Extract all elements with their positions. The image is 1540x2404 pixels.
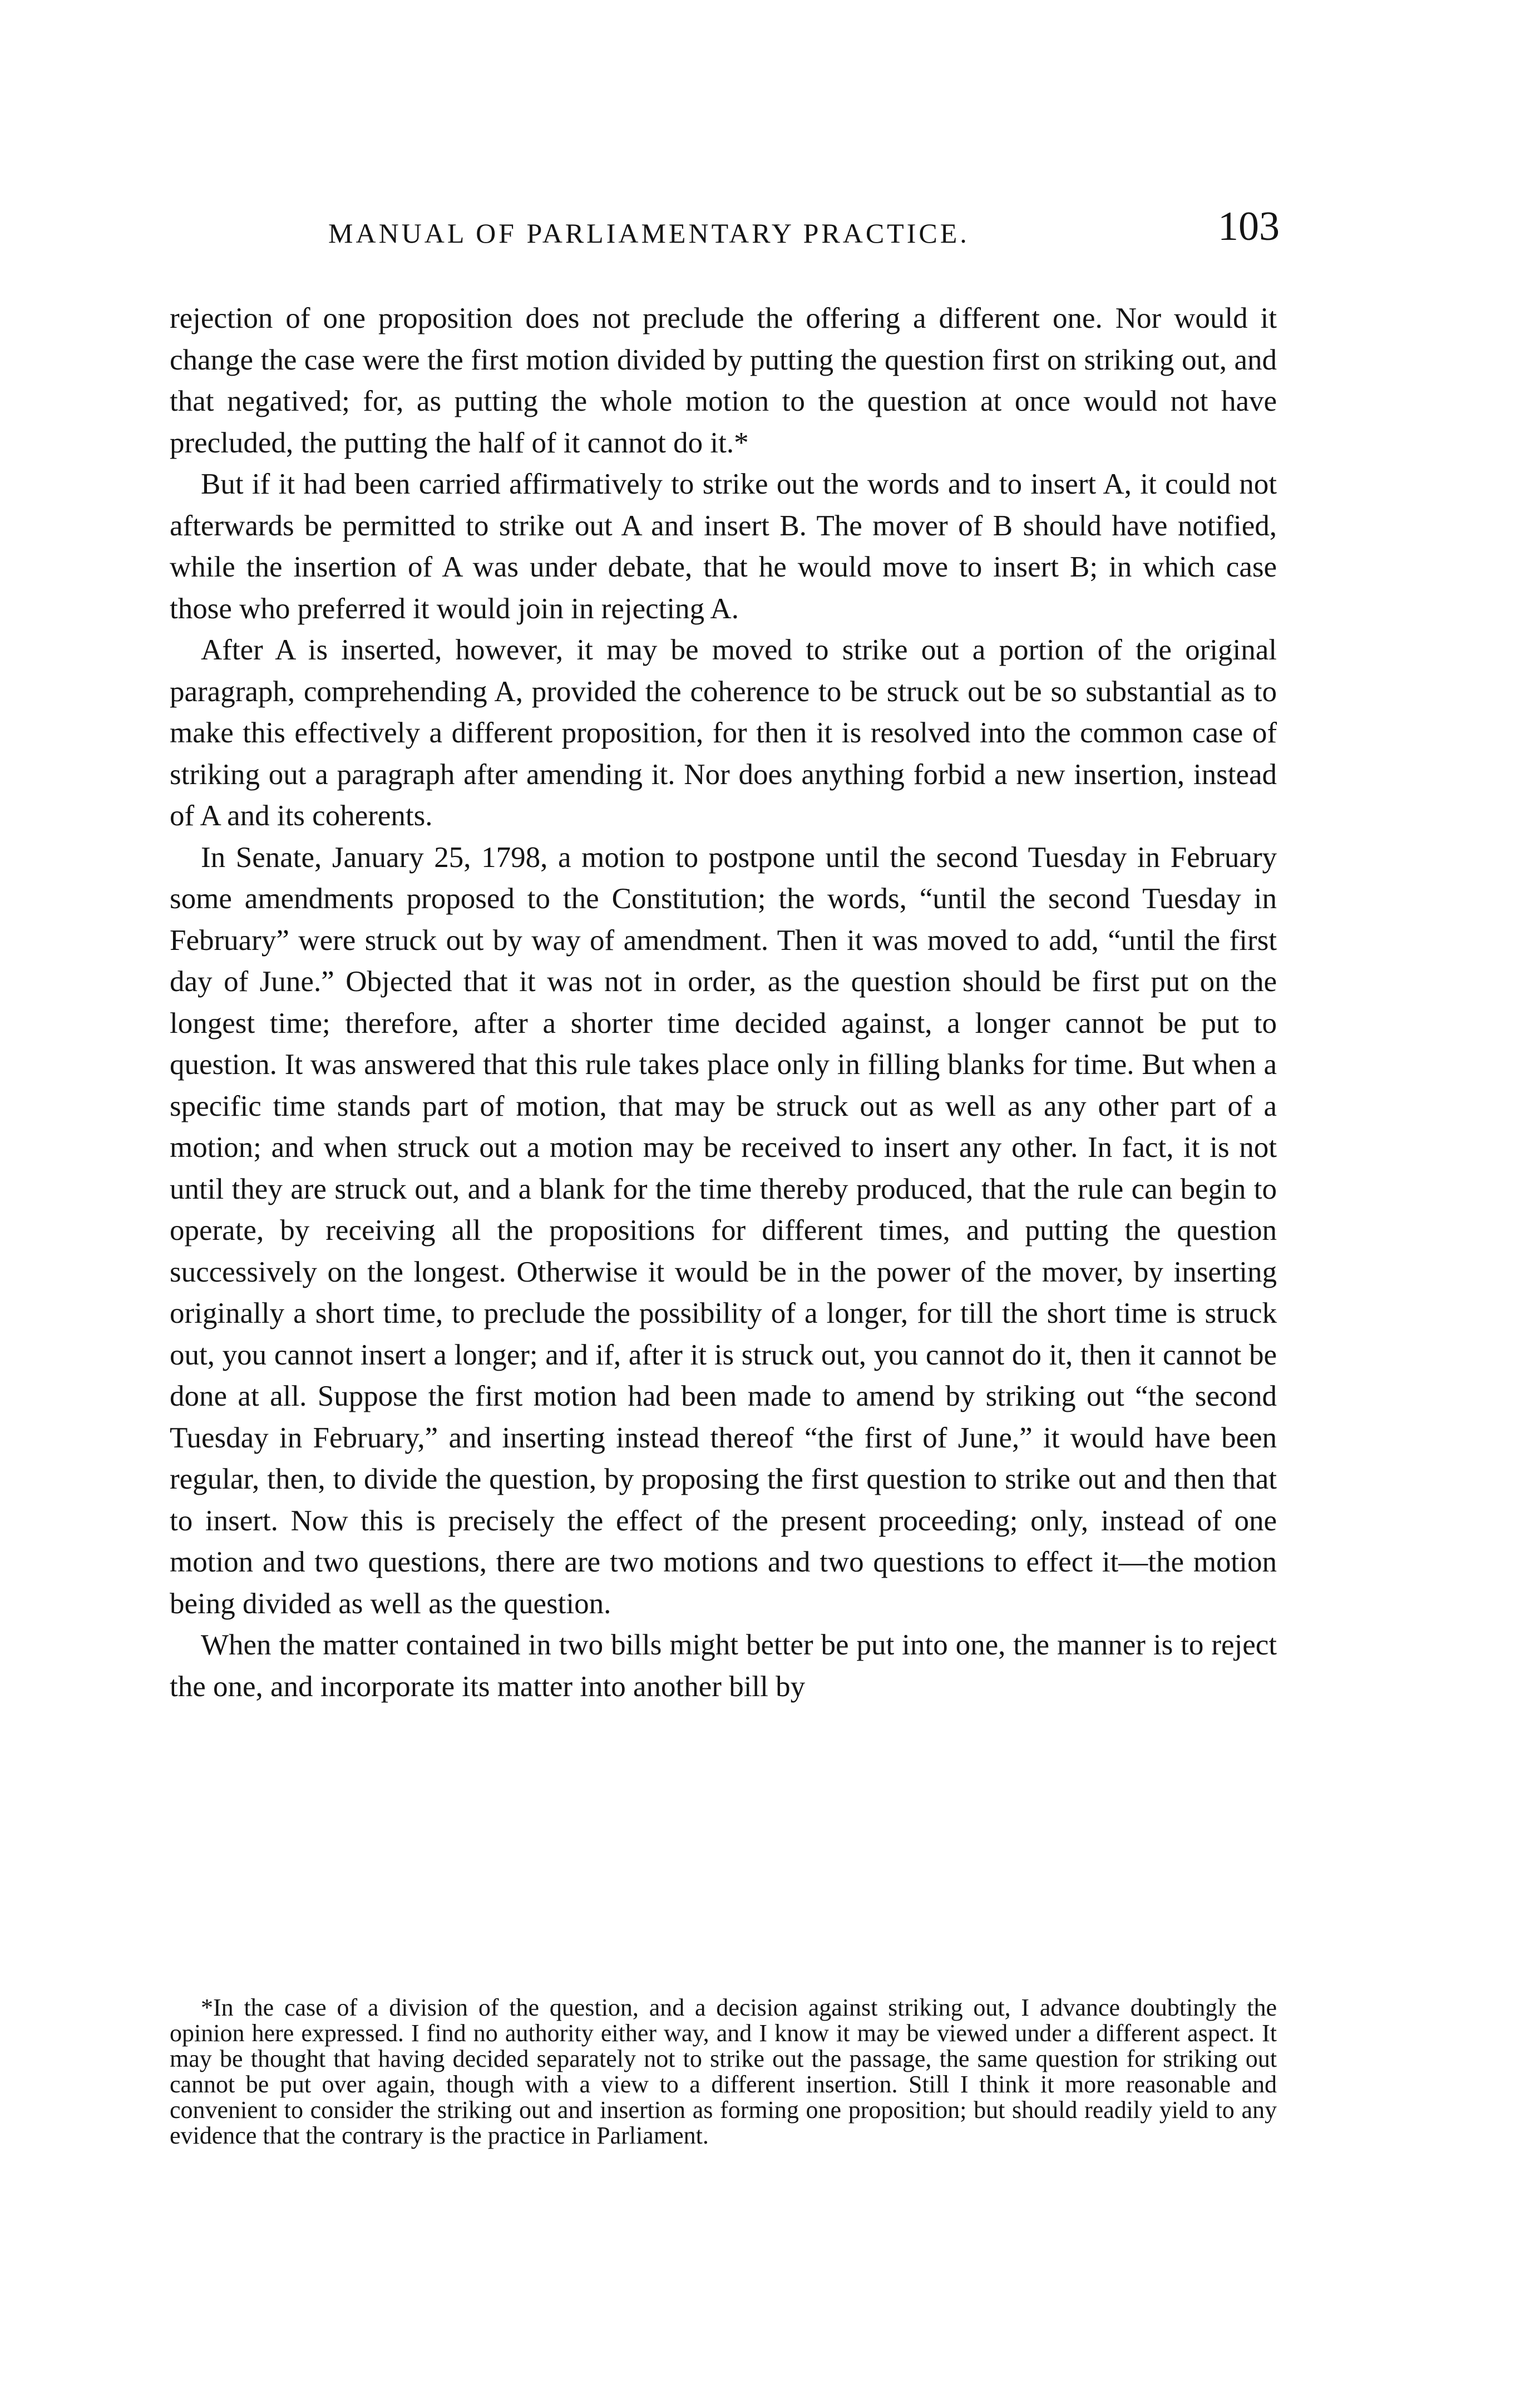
paragraph-senate-1798: In Senate, January 25, 1798, a motion to postpone until the second Tuesday in February some amendments proposed to the Constitution; the words, “until the second Tuesday in February” were struck out by way of amendment. Then it was moved to add, “until the first day of June.” Objected that it was not in order, as the question should be first put on the longest time; therefore, after a shorter time decided against, a longer cannot be put to question. It was answered that this rule takes place only in filling blanks for time. But when a specific time stands part of motion, that may be struck out as well as any other part of a motion; and when struck out a motion may be received to insert any other. In fact, it is not until they are struck out, and a blank for the time thereby produced, that the rule can begin to operate, by receiving all the propositions for different times, and putting the question successively on the longest. Otherwise it would be in the power of the mover, by inserting originally a short time, to preclude the possibility of a longer, for till the short time is struck out, you cannot insert a longer; and if, after it is struck out, you cannot do it, then it cannot be done at all. Suppose the first motion had been made to amend by striking out “the second Tuesday in February,” and inserting instead thereof “the first of June,” it would have been regular, then, to divide the question, by proposing the first question to strike out and then that to insert. Now this is precisely the effect of the present proceeding; only, instead of one motion and two questions, there are two motions and two questions to effect it—the motion being divided as well as the question. xyxy=(170,841,1277,1620)
footnote: *In the case of a division of the question, and a decision against striking out, I advance doubtingly the opinion here expressed. I find no authority either way, and I know it may be viewed under a different aspect. It may be thought that having decided separately not to strike out the passage, the same question for striking out cannot be put over again, though with a view to a different insertion. Still I think it more reasonable and convenient to consider the striking out and insertion as forming one proposition; but should readily yield to any evidence that the contrary is the practice in Parliament. xyxy=(170,1994,1277,2149)
running-title: MANUAL OF PARLIAMENTARY PRACTICE. xyxy=(328,218,970,249)
paragraph-two-bills: When the matter contained in two bills might better be put into one, the manner is to reject the one, and incorporate its matter into another bill by xyxy=(170,1629,1277,1703)
page-number: 103 xyxy=(1218,204,1280,249)
body-text xyxy=(170,298,1277,1707)
running-head xyxy=(328,203,1280,253)
paragraph-rejection: rejection of one proposition does not preclude the offering a different one. Nor would it change the case were the first motion divided by putting the question first on striking out, and that negatived; for, as putting the whole motion to the question at once would not have precluded, the putting the half of it cannot do it.* xyxy=(170,302,1277,459)
paragraph-insert-a: But if it had been carried affirmatively to strike out the words and to insert A, it could not afterwards be permitted to strike out A and insert B. The mover of B should have notified, while the insertion of A was under debate, that he would move to insert B; in which case those who preferred it would join in rejecting A. xyxy=(170,468,1277,625)
paragraph-after-a-inserted: After A is inserted, however, it may be moved to strike out a portion of the original paragraph, comprehending A, provided the coherence to be struck out be so substantial as to make this effectively a different proposition, for then it is resolved into the common case of striking out a paragraph after amending it. Nor does anything forbid a new insertion, instead of A and its coherents. xyxy=(170,634,1277,832)
